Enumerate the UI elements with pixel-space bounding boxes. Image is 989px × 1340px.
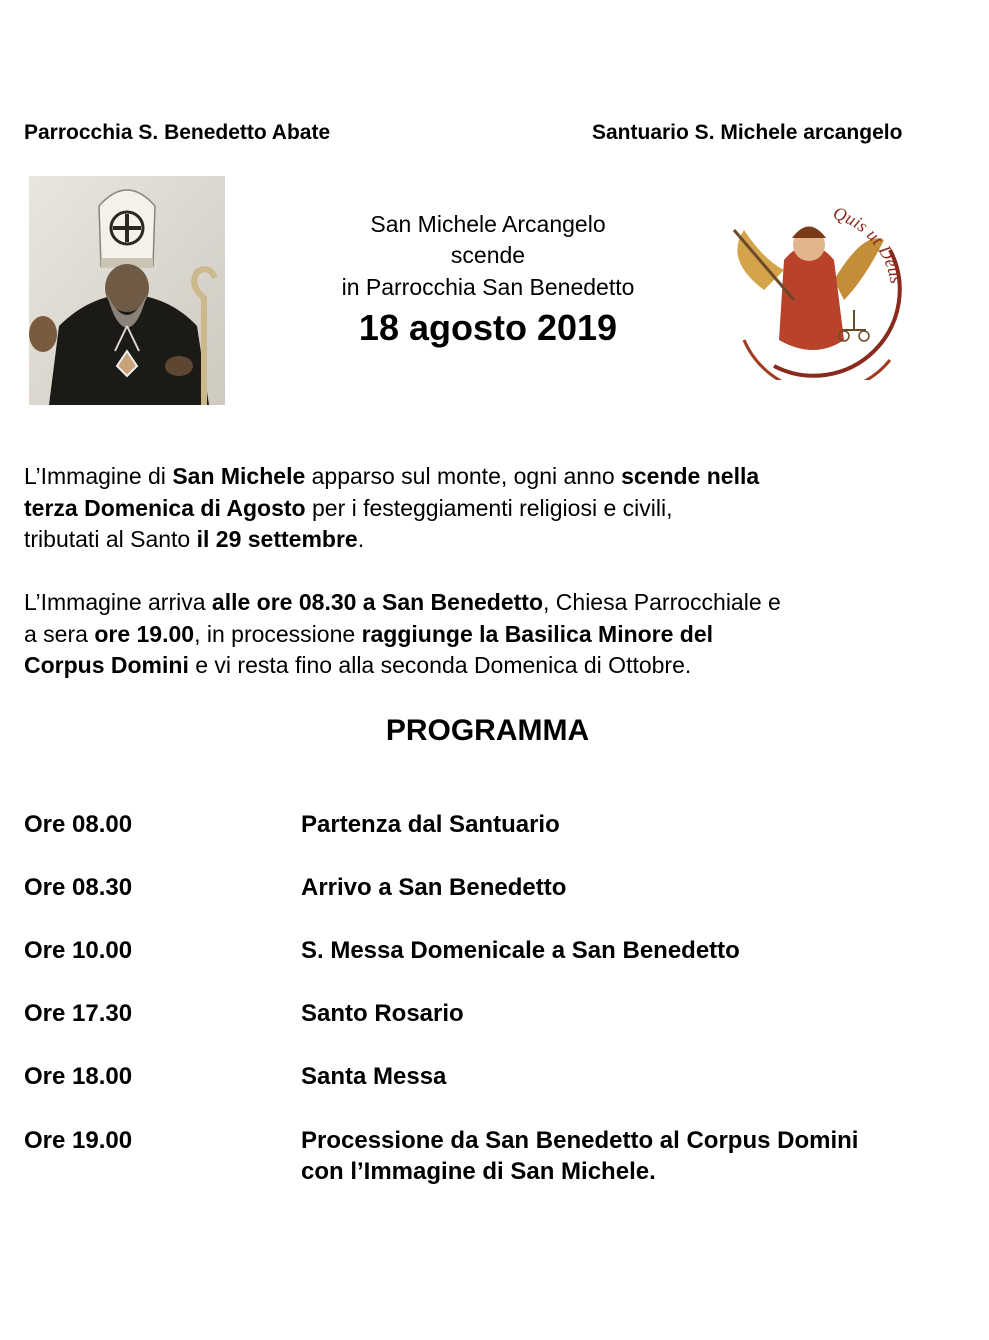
saint-benedict-photo — [29, 176, 225, 405]
program-event: Arrivo a San Benedetto — [301, 874, 567, 901]
body-text: per i festeggiamenti religiosi e civili, — [305, 494, 673, 521]
body-text: . — [357, 526, 365, 552]
body-text: L’Immagine arriva — [24, 589, 212, 615]
program-event-line-2: con l’Immagine di San Michele. — [301, 1158, 656, 1185]
program-row — [24, 1125, 969, 1189]
program-time: Ore 10.00 — [24, 937, 133, 964]
emphasis-text: ore 19.00 — [94, 620, 195, 647]
title-line-1: San Michele Arcangelo — [370, 211, 606, 237]
title-line-2: scende — [450, 242, 526, 268]
body-text: apparso sul monte, ogni anno — [305, 463, 622, 489]
program-time: Ore 18.00 — [24, 1063, 133, 1090]
program-time: Ore 19.00 — [24, 1127, 133, 1154]
emphasis-text: raggiunge la Basilica Minore del — [361, 620, 714, 647]
emphasis-text: il 29 settembre — [196, 526, 358, 552]
title-line-3: in Parrocchia San Benedetto — [341, 274, 635, 300]
logo-motto: Quis ut Deus — [830, 202, 907, 285]
emphasis-text: San Michele — [172, 463, 306, 489]
emphasis-text: scende nella — [621, 463, 760, 489]
program-event: S. Messa Domenicale a San Benedetto — [301, 937, 740, 964]
program-event: Santa Messa — [301, 1063, 447, 1090]
program-event-line-1: Processione da San Benedetto al Corpus Domini — [301, 1127, 859, 1154]
intro-paragraph — [24, 461, 969, 556]
program-event: Partenza dal Santuario — [301, 811, 560, 838]
program-time: Ore 08.00 — [24, 811, 133, 838]
parish-name: Parrocchia S. Benedetto Abate — [24, 121, 331, 144]
event-date: 18 agosto 2019 — [358, 307, 618, 348]
emphasis-text: Corpus Domini — [24, 652, 189, 678]
body-text: a sera — [24, 620, 95, 647]
body-text: e vi resta fino alla seconda Domenica di Ottobre. — [188, 652, 692, 678]
emphasis-text: alle ore 08.30 a San Benedetto — [211, 589, 544, 615]
body-text: tributati al Santo — [24, 526, 197, 552]
body-text: , Chiesa Parrocchiale e — [543, 589, 781, 615]
sanctuary-name: Santuario S. Michele arcangelo — [592, 121, 903, 144]
program-time: Ore 17.30 — [24, 1000, 133, 1027]
arrival-paragraph — [24, 587, 969, 682]
san-michele-logo — [714, 190, 908, 380]
program-time: Ore 08.30 — [24, 874, 133, 901]
body-text: , in processione — [194, 620, 362, 647]
program-event — [301, 1125, 969, 1187]
emphasis-text: terza Domenica di Agosto — [24, 494, 306, 521]
body-text: L’Immagine di — [24, 463, 173, 489]
program-event: Santo Rosario — [301, 1000, 464, 1027]
program-title: PROGRAMMA — [385, 714, 590, 747]
